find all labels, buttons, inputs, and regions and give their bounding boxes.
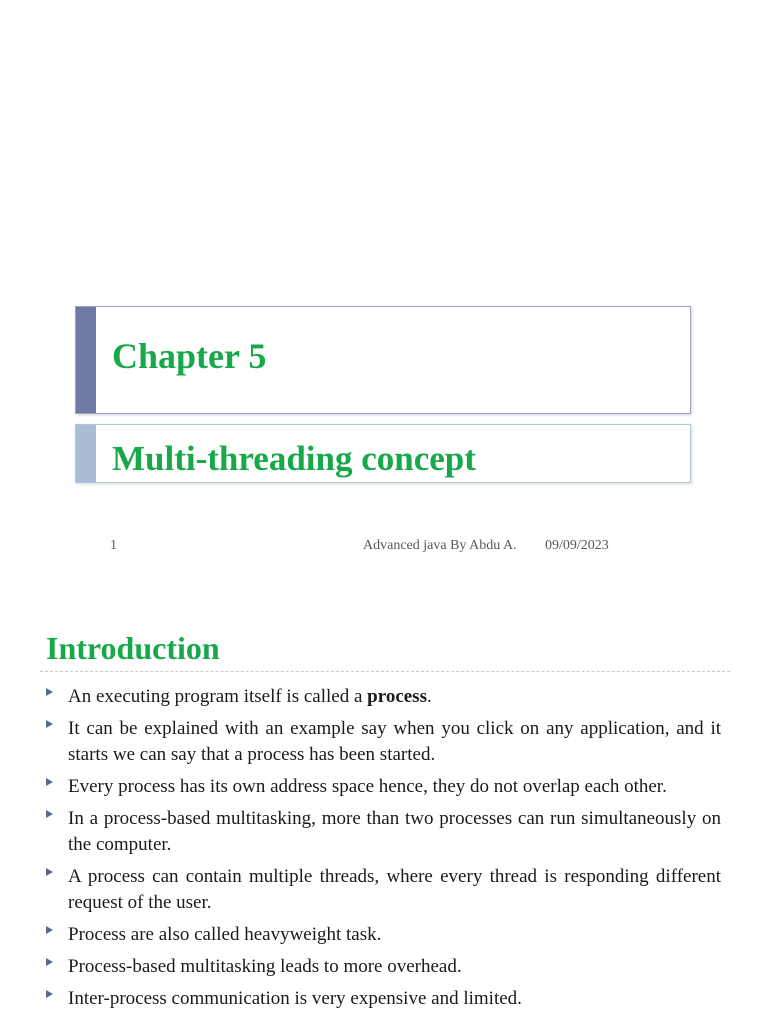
triangle-bullet-icon <box>46 778 53 786</box>
triangle-bullet-icon <box>46 720 53 728</box>
footer-date: 09/09/2023 <box>545 538 609 553</box>
introduction-heading: Introduction <box>46 630 220 666</box>
footer-slide-number: 1 <box>110 538 117 553</box>
slide-subtitle-text: Multi-threading concept <box>112 439 476 478</box>
bullet-item <box>46 806 721 858</box>
triangle-bullet-icon <box>46 688 53 696</box>
bullet-item <box>46 684 721 710</box>
triangle-bullet-icon <box>46 868 53 876</box>
bullet-text-part: . <box>426 686 432 707</box>
subtitle-accent-bar <box>76 425 96 482</box>
bullet-text <box>68 956 462 977</box>
bullet-item <box>46 774 721 800</box>
bullet-text-part: Every process has its own address space hence, they do not overlap each other. <box>68 776 667 797</box>
bullet-text <box>68 776 667 797</box>
triangle-bullet-icon <box>46 810 53 818</box>
triangle-bullet-icon <box>46 958 53 966</box>
bullet-item <box>46 716 721 768</box>
title-accent-bar <box>76 307 96 413</box>
title-placeholder <box>75 306 691 414</box>
bullet-text-part: An executing program itself is called a <box>68 686 368 707</box>
bullet-text <box>68 866 721 913</box>
bullet-text <box>68 718 721 765</box>
bullet-text <box>68 988 522 1009</box>
bullet-text <box>68 686 432 707</box>
heading-divider <box>40 671 730 672</box>
slide-introduction <box>0 600 768 1024</box>
subtitle-placeholder <box>75 424 691 483</box>
bullet-item <box>46 922 721 948</box>
bullet-text-part: Inter-process communication is very expensive and limited. <box>68 988 522 1009</box>
triangle-bullet-icon <box>46 990 53 998</box>
bullet-bold-term: process <box>367 686 427 707</box>
bullet-item <box>46 986 721 1012</box>
bullet-item <box>46 864 721 916</box>
bullet-text-part: Process-based multitasking leads to more overhead. <box>68 956 462 977</box>
bullet-text <box>68 924 381 945</box>
bullet-text-part: Process are also called heavyweight task. <box>68 924 382 945</box>
footer-author: Advanced java By Abdu A. <box>363 538 517 553</box>
triangle-bullet-icon <box>46 926 53 934</box>
slide-title-text: Chapter 5 <box>112 336 267 376</box>
bullet-text-part: In a process-based multitasking, more than two processes can run simultaneously on the computer. <box>68 808 721 855</box>
bullet-text <box>68 808 721 855</box>
bullet-text-part: A process can contain multiple threads, where every thread is responding different request of the user. <box>68 866 721 913</box>
bullet-text-part: It can be explained with an example say when you click on any application, and it starts we can say that a process has been started. <box>68 718 721 765</box>
bullet-item <box>46 954 721 980</box>
bullet-list <box>46 684 721 1018</box>
